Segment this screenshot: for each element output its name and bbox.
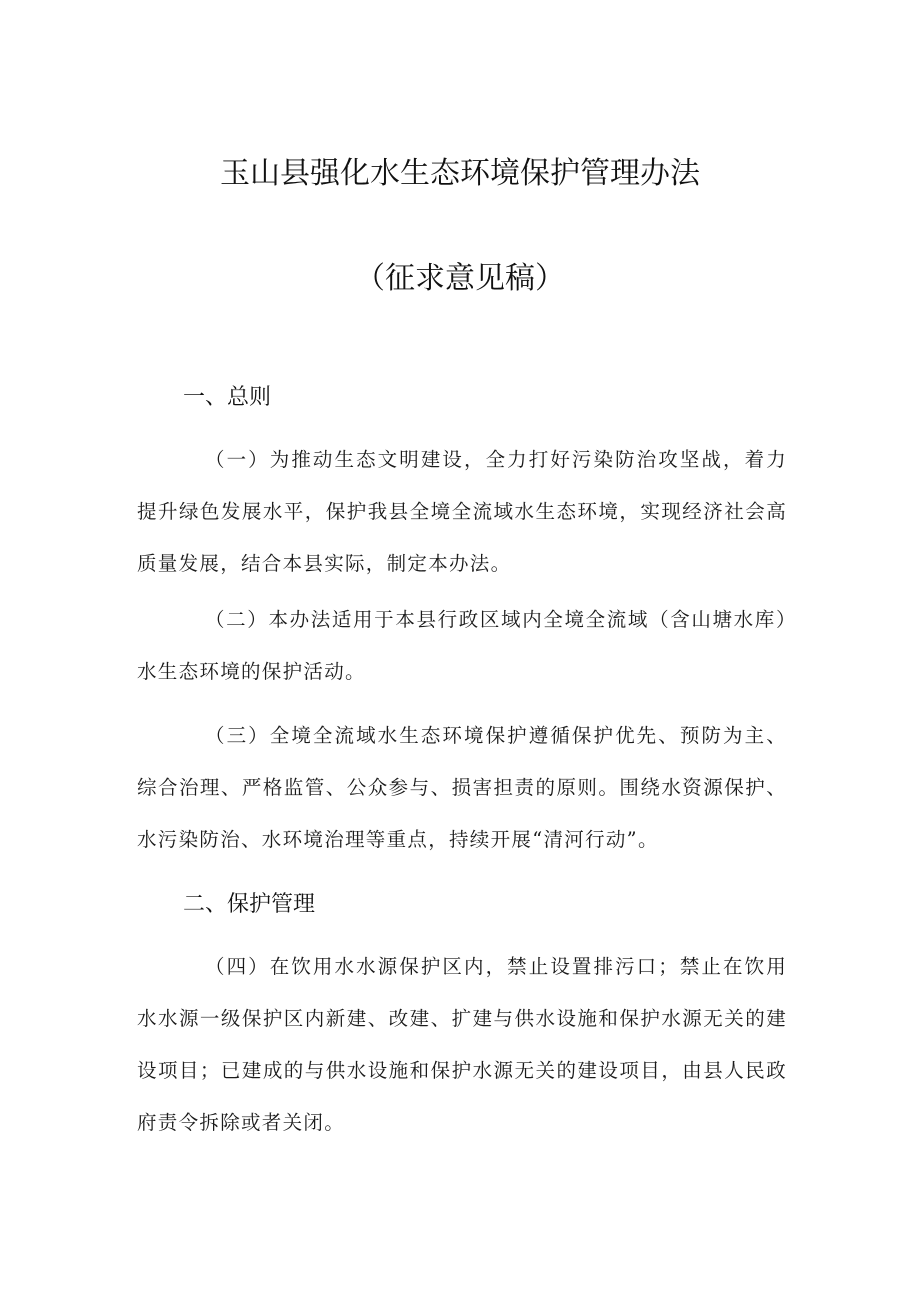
paragraph-3: （三）全境全流域水生态环境保护遵循保护优先、预防为主、综合治理、严格监管、公众参与、损害担责的原则。围绕水资源保护、水污染防治、水环境治理等重点，持续开展“清河行动”。 [137,724,787,851]
section-heading-protection: 二、保护管理 [183,892,316,917]
paragraph-2: （二）本办法适用于本县行政区域内全境全流域（含山塘水库）水生态环境的保护活动。 [137,608,787,683]
document-title: 玉山县强化水生态环境保护管理办法 [220,156,700,191]
paragraph-4: （四）在饮用水水源保护区内，禁止设置排污口；禁止在饮用水水源一级保护区内新建、改建、扩建与供水设施和保护水源无关的建设项目；已建成的与供水设施和保护水源无关的建设项目，由县人民政府责令拆除或者关闭。 [137,955,787,1134]
section-heading-general: 一、总则 [183,385,272,410]
document-subtitle: （征求意见稿） [355,261,565,296]
paragraph-1: （一）为推动生态文明建设，全力打好污染防治攻坚战，着力提升绿色发展水平，保护我县全境全流域水生态环境，实现经济社会高质量发展，结合本县实际，制定本办法。 [137,448,787,575]
